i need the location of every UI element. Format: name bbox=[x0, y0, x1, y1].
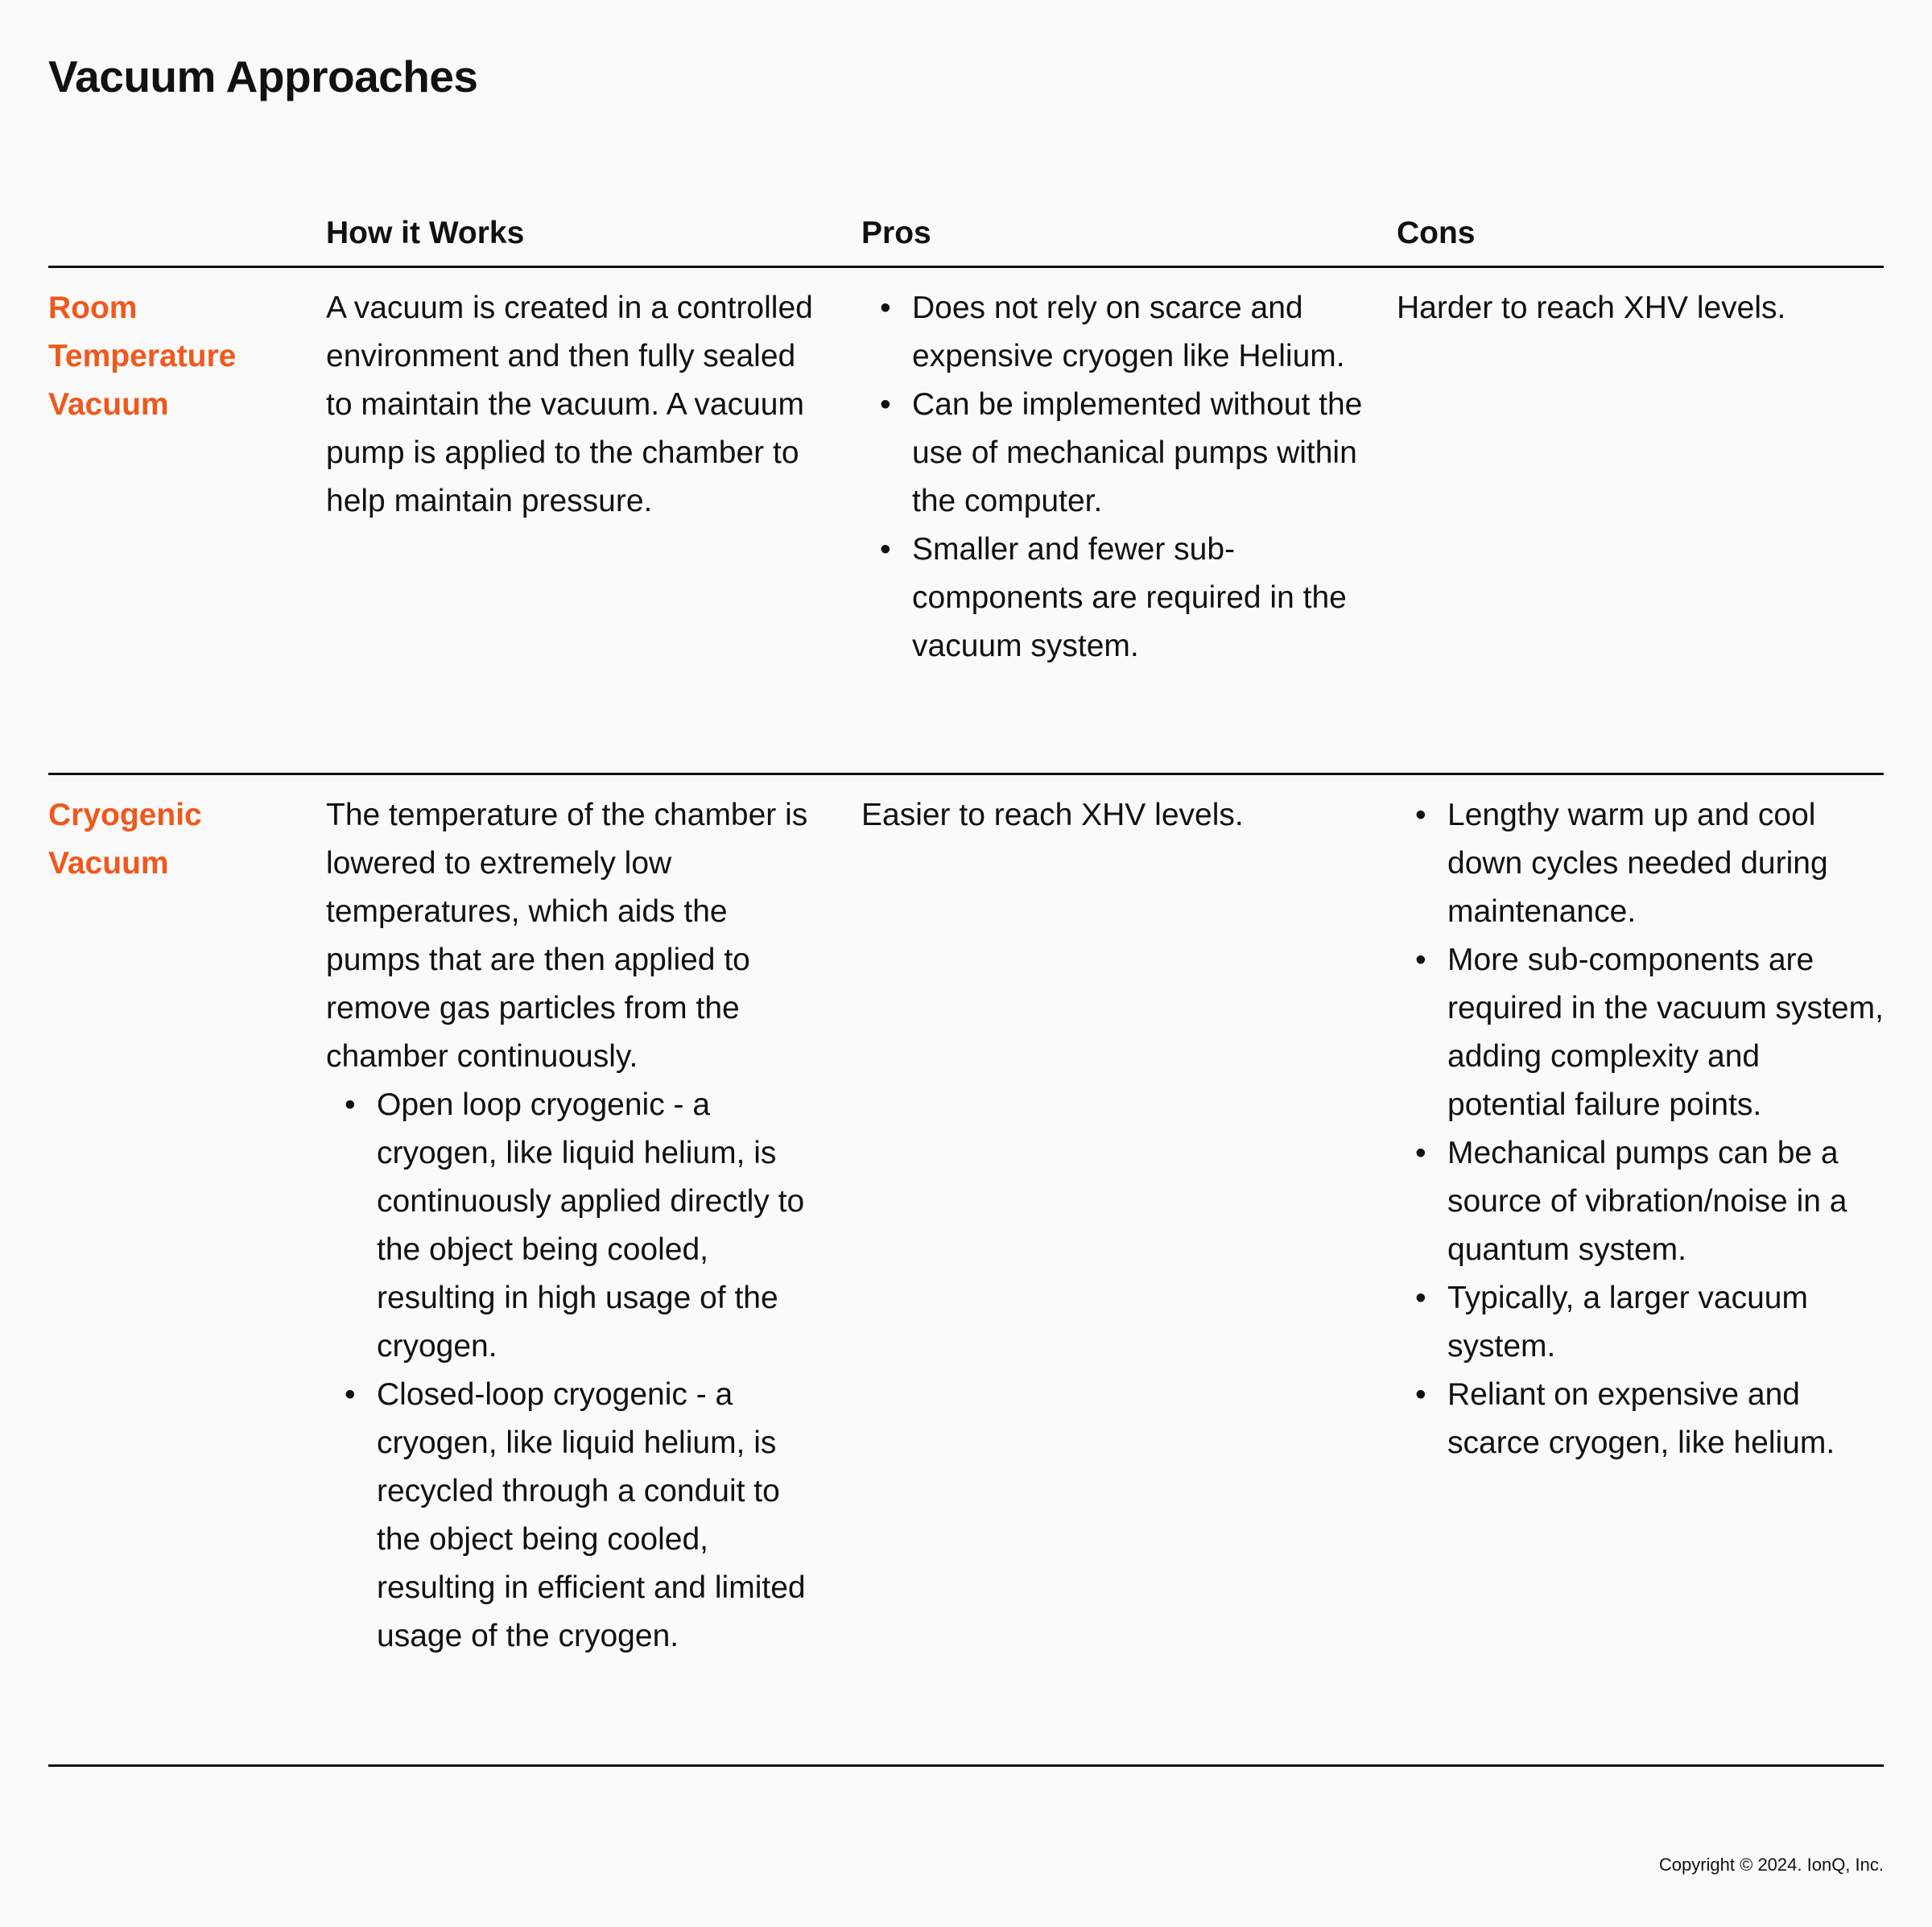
bullet-icon: • bbox=[345, 1377, 356, 1412]
pros-cell bbox=[861, 791, 1397, 1764]
bullet-icon: • bbox=[1415, 1377, 1426, 1412]
header-cell-empty bbox=[48, 205, 326, 266]
list-item-text: Closed-loop cryogenic - a cryogen, like liquid helium, is recycled through a conduit to the object being cooled, resulting in efficient and limited usage of the cryogen. bbox=[377, 1377, 806, 1653]
list-item-text: Lengthy warm up and cool down cycles needed during maintenance. bbox=[1447, 798, 1828, 929]
how-it-works-text: The temperature of the chamber is lowered to extremely low temperatures, which aids the pumps that are then applied to remove gas particles from the chamber continuously. bbox=[326, 798, 808, 1074]
list-item bbox=[1397, 936, 1884, 1129]
how-it-works-cell bbox=[326, 284, 861, 773]
row-label-cryogenic: Cryogenic Vacuum bbox=[48, 798, 202, 881]
list-item bbox=[1397, 791, 1884, 936]
list-item-text: Typically, a larger vacuum system. bbox=[1447, 1281, 1808, 1364]
cons-cell bbox=[1397, 791, 1884, 1764]
bullet-icon: • bbox=[1415, 798, 1426, 832]
list-item bbox=[1397, 1129, 1884, 1274]
copyright-footer: Copyright © 2024. IonQ, Inc. bbox=[1658, 1855, 1884, 1875]
table-header-row bbox=[48, 205, 1884, 268]
list-item-text: Reliant on expensive and scarce cryogen, like helium. bbox=[1447, 1377, 1835, 1460]
pros-cell bbox=[861, 284, 1397, 773]
list-item-text: More sub-components are required in the vacuum system, adding complexity and potential failure points. bbox=[1447, 943, 1884, 1122]
list-item bbox=[1397, 1274, 1884, 1371]
list-item-text: Can be implemented without the use of mechanical pumps within the computer. bbox=[912, 387, 1363, 518]
bullet-icon: • bbox=[880, 291, 891, 325]
list-item-text: Open loop cryogenic - a cryogen, like liquid helium, is continuously applied directly to the object being cooled, resulting in high usage of the cryogen. bbox=[377, 1087, 805, 1364]
how-it-works-list bbox=[326, 1081, 829, 1661]
table-row-cryogenic bbox=[48, 775, 1884, 1767]
list-item bbox=[326, 1081, 829, 1371]
how-it-works-text: A vacuum is created in a controlled environment and then fully sealed to maintain the vacuum. A vacuum pump is applied to the chamber to help maintain pressure. bbox=[326, 291, 813, 518]
comparison-table bbox=[48, 205, 1884, 1767]
page-title: Vacuum Approaches bbox=[48, 52, 478, 101]
bullet-icon: • bbox=[1415, 943, 1426, 977]
bullet-icon: • bbox=[1415, 1281, 1426, 1315]
bullet-icon: • bbox=[345, 1087, 356, 1122]
table-row-room-temperature bbox=[48, 268, 1884, 775]
cons-text: Harder to reach XHV levels. bbox=[1397, 291, 1786, 325]
header-how-it-works: How it Works bbox=[326, 216, 525, 250]
header-cons: Cons bbox=[1397, 216, 1476, 250]
header-pros: Pros bbox=[861, 216, 931, 250]
cons-list bbox=[1397, 791, 1884, 1467]
list-item bbox=[326, 1371, 829, 1661]
list-item-text: Does not rely on scarce and expensive cryogen like Helium. bbox=[912, 291, 1345, 373]
pros-text: Easier to reach XHV levels. bbox=[861, 798, 1244, 832]
bullet-icon: • bbox=[1415, 1136, 1426, 1170]
how-it-works-cell bbox=[326, 791, 861, 1764]
pros-list bbox=[861, 284, 1364, 671]
bullet-icon: • bbox=[880, 532, 891, 567]
list-item-text: Mechanical pumps can be a source of vibration/noise in a quantum system. bbox=[1447, 1136, 1847, 1267]
list-item bbox=[861, 284, 1364, 381]
cons-cell bbox=[1397, 284, 1884, 773]
list-item bbox=[861, 526, 1364, 671]
list-item bbox=[861, 381, 1364, 526]
bullet-icon: • bbox=[880, 387, 891, 422]
row-label-room-temperature: Room Temperature Vacuum bbox=[48, 291, 237, 422]
list-item bbox=[1397, 1371, 1884, 1467]
list-item-text: Smaller and fewer sub-components are required in the vacuum system. bbox=[912, 532, 1347, 663]
